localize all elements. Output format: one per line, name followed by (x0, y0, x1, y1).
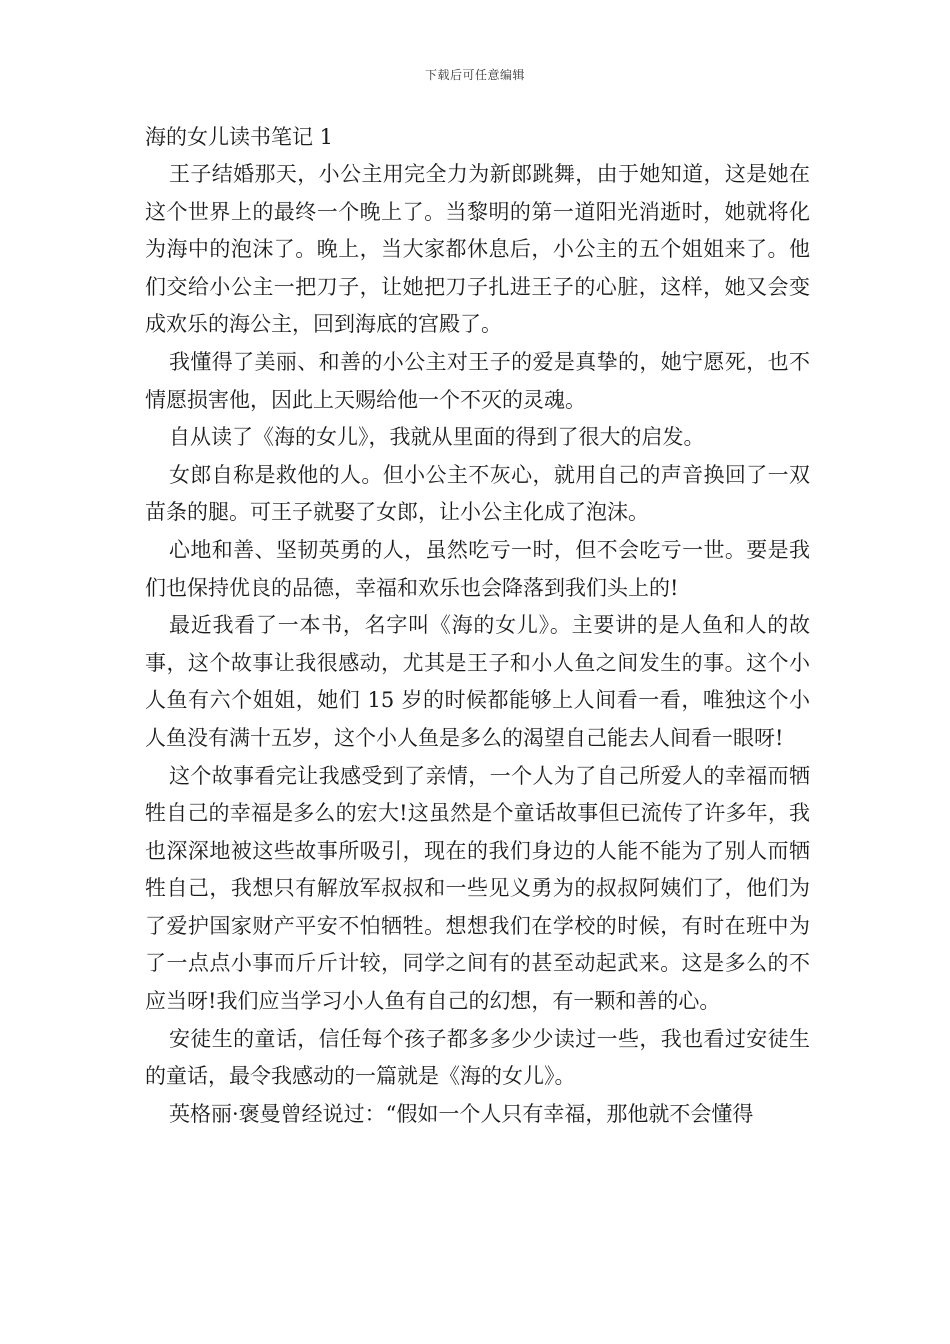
document-title: 海的女儿读书笔记 1 (145, 125, 334, 149)
paragraph: 王子结婚那天，小公主用完全力为新郎跳舞，由于她知道，这是她在这个世界上的最终一个晚上了。当黎明的第一道阳光消逝时，她就将化为海中的泡沫了。晚上，当大家都休息后，小公主的五个姐姐来了。他们交给小公主一把刀子，让她把刀子扎进王子的心脏，这样，她又会变成欢乐的海公主，回到海底的宫殿了。 (145, 162, 810, 337)
paragraph: 安徒生的童话，信任每个孩子都多多少少读过一些，我也看过安徒生的童话，最令我感动的一篇就是《海的女儿》。 (145, 1026, 810, 1089)
paragraph: 心地和善、坚韧英勇的人，虽然吃亏一时，但不会吃亏一世。要是我们也保持优良的品德，幸福和欢乐也会降落到我们头上的! (145, 537, 810, 600)
paragraph: 女郎自称是救他的人。但小公主不灰心，就用自己的声音换回了一双苗条的腿。可王子就娶了女郎，让小公主化成了泡沫。 (145, 462, 810, 525)
paragraph: 我懂得了美丽、和善的小公主对王子的爱是真挚的，她宁愿死，也不情愿损害他，因此上天赐给他一个不灭的灵魂。 (145, 349, 810, 412)
page-header: 下载后可任意编辑 (424, 68, 525, 82)
paragraph: 自从读了《海的女儿》，我就从里面的得到了很大的启发。 (169, 425, 705, 450)
paragraph: 这个故事看完让我感受到了亲情，一个人为了自己所爱人的幸福而牺牲自己的幸福是多么的宏大!这虽然是个童话故事但已流传了许多年，我也深深地被这些故事所吸引，现在的我们身边的人能不能为了别人而牺牲自己，我想只有解放军叔叔和一些见义勇为的叔叔阿姨们了，他们为了爱护国家财产平安不怕牺牲。想想我们在学校的时候，有时在班中为了一点点小事而斤斤计较，同学之间有的甚至动起武来。这是多么的不应当呀!我们应当学习小人鱼有自己的幻想，有一颗和善的心。 (145, 763, 810, 1014)
paragraph: 英格丽·褒曼曾经说过：“假如一个人只有幸福，那他就不会懂得 (169, 1101, 754, 1126)
document-body (145, 118, 810, 1133)
paragraph: 最近我看了一本书，名字叫《海的女儿》。主要讲的是人鱼和人的故事，这个故事让我很感动，尤其是王子和小人鱼之间发生的事。这个小人鱼有六个姐姐，她们 15 岁的时候都能够上人间看一看，唯独这个小人鱼没有满十五岁，这个小人鱼是多么的渴望自己能去人间看一眼呀! (145, 613, 810, 750)
